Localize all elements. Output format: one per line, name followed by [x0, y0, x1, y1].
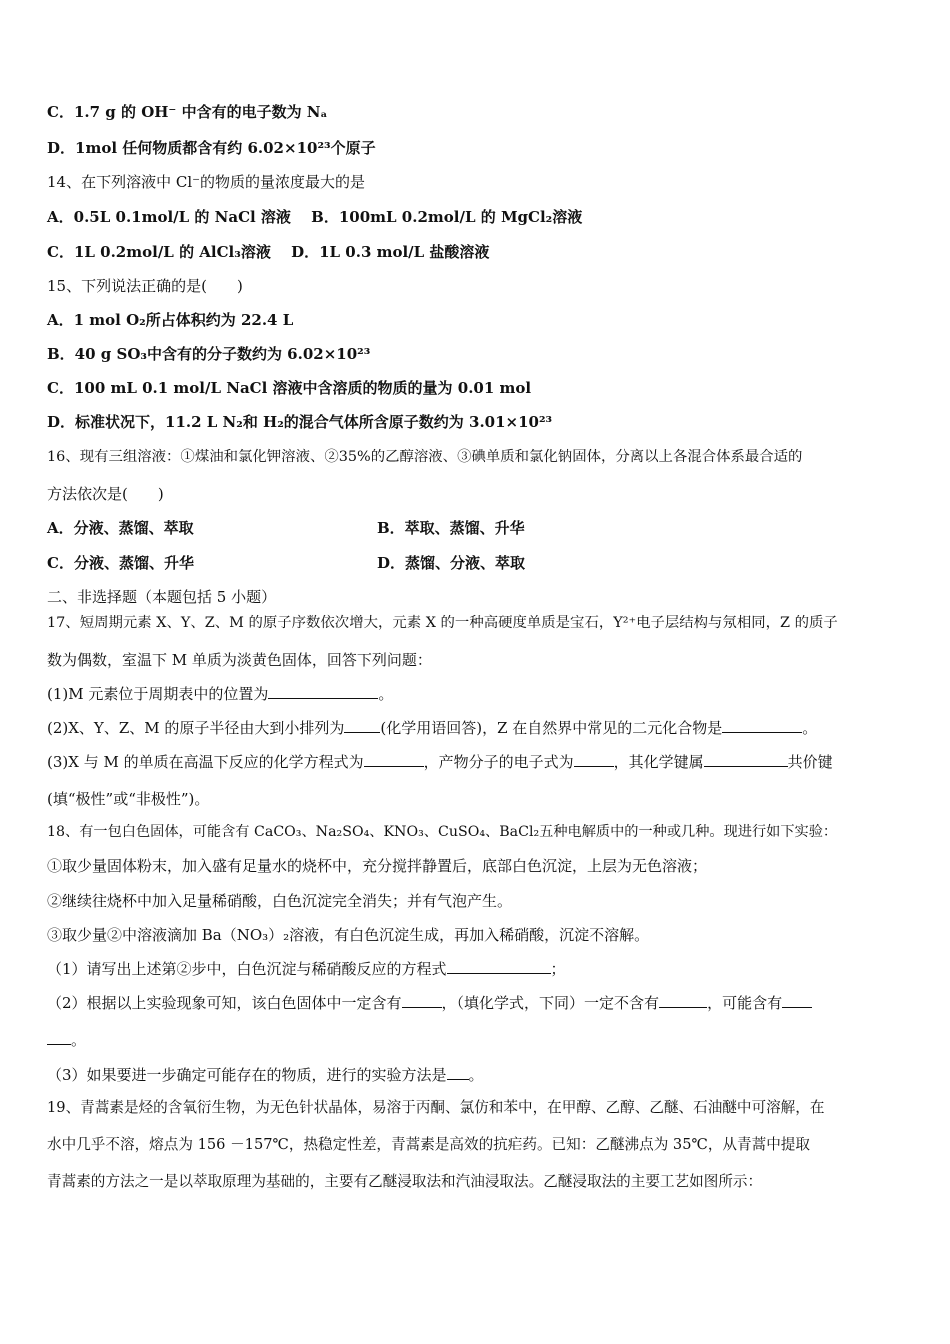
- answer-blank[interactable]: [447, 1065, 469, 1080]
- q19-line2: 水中几乎不溶，熔点为 156 －157℃，热稳定性差，青蒿素是高效的抗疟药。已知：乙醚沸点为 35℃，从青蒿中提取: [47, 1136, 810, 1153]
- q18-sub2-text3: ，可能含有: [707, 994, 783, 1012]
- q16-options-ab: [47, 518, 907, 538]
- q16-option-a: A．分液、蒸馏、萃取: [47, 519, 194, 537]
- q18-sub3: [47, 1065, 484, 1085]
- q18-sub1: [47, 959, 566, 979]
- q18-sub2-end: 。: [71, 1031, 87, 1049]
- q14-option-c: C．1L 0.2mol/L 的 AlCl₃溶液: [47, 243, 271, 261]
- q16-stem-line2: 方法依次是( ): [47, 485, 164, 503]
- q18-sub2-text2: ，（填化学式，下同）一定不含有: [441, 994, 660, 1012]
- q17-part2-text: (2)X、Y、Z、M 的原子半径由大到小排列为: [47, 719, 345, 737]
- q17-part2: [47, 718, 817, 738]
- q18-sub2-cont: [47, 1030, 86, 1050]
- q16-options-cd: [47, 553, 907, 573]
- q16-option-c: C．分液、蒸馏、升华: [47, 554, 194, 572]
- q18-sub3-end: 。: [468, 1066, 484, 1084]
- q18-sub2-text: （2）根据以上实验现象可知，该白色固体中一定含有: [47, 994, 402, 1012]
- q14-options-cd: [47, 242, 489, 262]
- q18-experiment-1: ①取少量固体粉末，加入盛有足量水的烧杯中，充分搅拌静置后，底部白色沉淀，上层为无色溶液；: [47, 857, 708, 875]
- q17-stem-line2: 数为偶数，室温下 M 单质为淡黄色固体，回答下列问题：: [47, 651, 432, 669]
- q16-option-d: D．蒸馏、分液、萃取: [377, 554, 526, 572]
- answer-blank[interactable]: [447, 959, 551, 974]
- q14-option-b: B．100mL 0.2mol/L 的 MgCl₂溶液: [311, 208, 583, 226]
- q17-part2-end: 。: [802, 719, 818, 737]
- q18-experiment-2: ②继续往烧杯中加入足量稀硝酸，白色沉淀完全消失；并有气泡产生。: [47, 892, 513, 910]
- answer-blank[interactable]: [268, 684, 378, 699]
- answer-blank[interactable]: [659, 993, 707, 1008]
- q18-experiment-3: ③取少量②中溶液滴加 Ba（NO₃）₂溶液，有白色沉淀生成，再加入稀硝酸，沉淀不溶解。: [47, 926, 650, 944]
- answer-blank[interactable]: [364, 752, 424, 767]
- q17-part1-text: (1)M 元素位于周期表中的位置为: [47, 685, 269, 703]
- q17-part3-text4: 共价键: [787, 753, 833, 771]
- q18-sub3-text: （3）如果要进一步确定可能存在的物质，进行的实验方法是: [47, 1066, 447, 1084]
- answer-blank[interactable]: [782, 993, 812, 1008]
- q17-part1-end: 。: [378, 685, 394, 703]
- q19-line1: 19、青蒿素是烃的含氧衍生物，为无色针状晶体，易溶于丙酮、氯仿和苯中，在甲醇、乙醇、乙醚、石油醚中可溶解，在: [47, 1099, 825, 1116]
- q15-option-b: B．40 g SO₃中含有的分子数约为 6.02×10²³: [47, 345, 371, 363]
- q17-stem-line1: 17、短周期元素 X、Y、Z、M 的原子序数依次增大，元素 X 的一种高硬度单质是宝石，Y²⁺电子层结构与氖相同，Z 的质子: [47, 615, 838, 631]
- q17-part1: [47, 684, 393, 704]
- q18-sub2: [47, 993, 812, 1013]
- q15-option-a: A．1 mol O₂所占体积约为 22.4 L: [47, 311, 294, 329]
- q15-option-d: D．标准状况下，11.2 L N₂和 H₂的混合气体所含原子数约为 3.01×10²³: [47, 413, 553, 431]
- q18-stem: 18、有一包白色固体，可能含有 CaCO₃、Na₂SO₄、KNO₃、CuSO₄、BaCl₂五种电解质中的一种或几种。现进行如下实验：: [47, 824, 838, 840]
- q19-line3: 青蒿素的方法之一是以萃取原理为基础的，主要有乙醚浸取法和汽油浸取法。乙醚浸取法的主要工艺如图所示：: [47, 1173, 763, 1190]
- q17-part3-text: (3)X 与 M 的单质在高温下反应的化学方程式为: [47, 753, 364, 771]
- answer-blank[interactable]: [722, 718, 802, 733]
- q14-option-d: D．1L 0.3 mol/L 盐酸溶液: [291, 243, 490, 261]
- q18-sub1-text: （1）请写出上述第②步中，白色沉淀与稀硝酸反应的方程式: [47, 960, 447, 978]
- answer-blank[interactable]: [704, 752, 788, 767]
- q15-option-c: C．100 mL 0.1 mol/L NaCl 溶液中含溶质的物质的量为 0.01 mol: [47, 379, 532, 397]
- answer-blank[interactable]: [574, 752, 614, 767]
- q13-option-d: D．1mol 任何物质都含有约 6.02×10²³个原子: [47, 139, 376, 157]
- q17-part3: [47, 752, 833, 772]
- q17-part3-text2: ，产物分子的电子式为: [423, 753, 574, 771]
- q17-part3-text3: ，其化学键属: [613, 753, 704, 771]
- q15-stem: 15、下列说法正确的是( ): [47, 277, 243, 295]
- q14-stem: 14、在下列溶液中 Cl⁻的物质的量浓度最大的是: [47, 173, 366, 191]
- q17-part3-note: (填“极性”或“非极性”)。: [47, 790, 210, 808]
- q16-option-b: B．萃取、蒸馏、升华: [377, 519, 525, 537]
- q16-stem-line1: 16、现有三组溶液：①煤油和氯化钾溶液、②35%的乙醇溶液、③碘单质和氯化钠固体，分离以上各混合体系最合适的: [47, 449, 803, 465]
- q13-option-c: C．1.7 g 的 OH⁻ 中含有的电子数为 Nₐ: [47, 103, 328, 121]
- answer-blank[interactable]: [344, 718, 380, 733]
- answer-blank[interactable]: [47, 1030, 71, 1045]
- q18-sub1-end: ；: [550, 960, 566, 978]
- q14-options-ab: [47, 207, 582, 227]
- q14-option-a: A．0.5L 0.1mol/L 的 NaCl 溶液: [47, 208, 291, 226]
- section-two-heading: 二、非选择题（本题包括 5 小题）: [47, 588, 277, 606]
- q17-part2-text2: (化学用语回答)，Z 在自然界中常见的二元化合物是: [380, 719, 723, 737]
- answer-blank[interactable]: [402, 993, 442, 1008]
